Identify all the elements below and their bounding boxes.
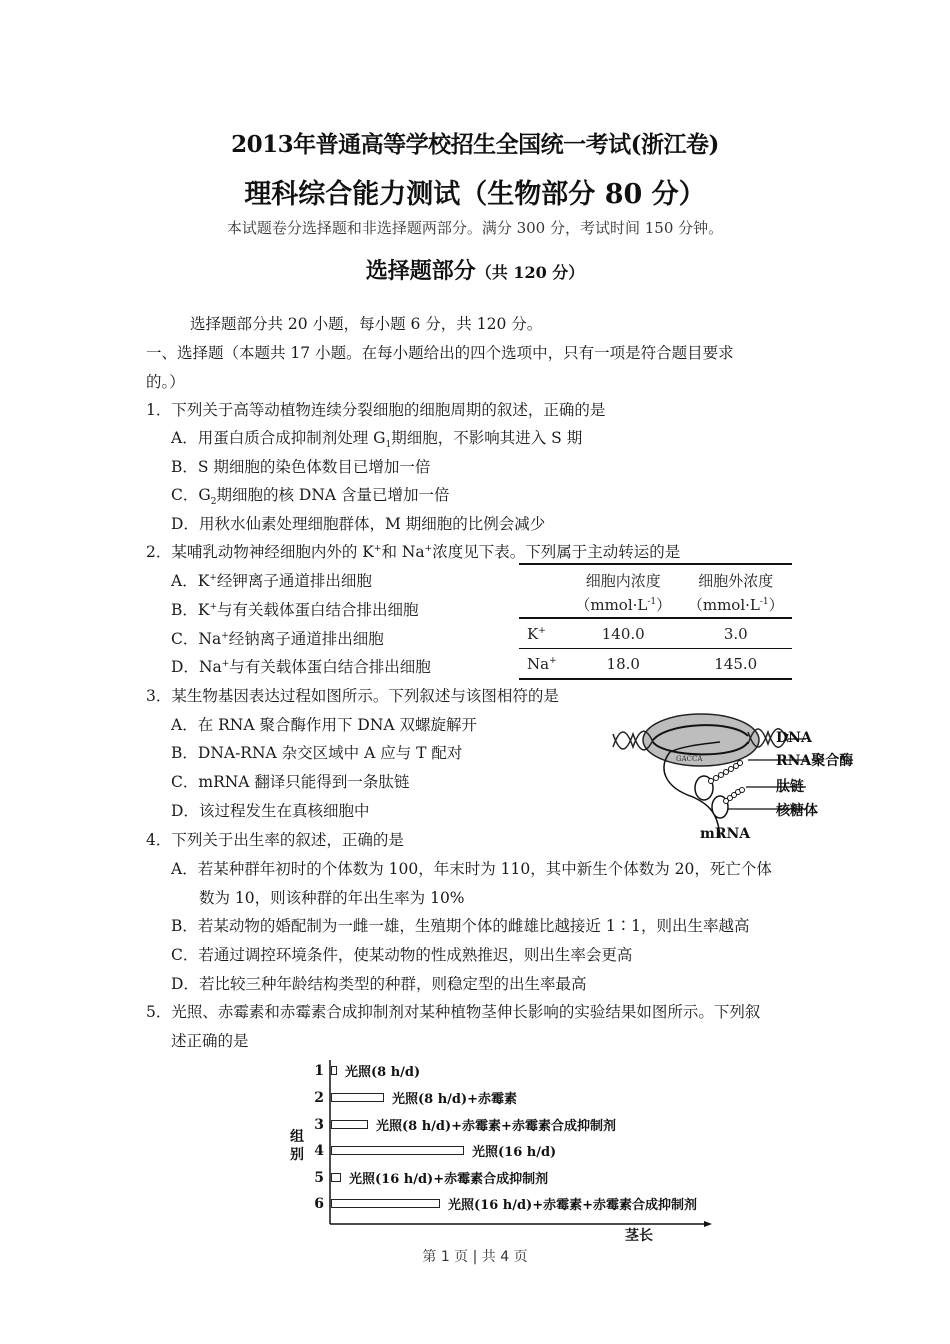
superscript: +	[221, 630, 229, 641]
option-text: 与有关载体蛋白结合排出细胞	[217, 601, 419, 619]
question-stem: 下列关于高等动植物连续分裂细胞的细胞周期的叙述，正确的是	[171, 401, 606, 419]
table-unit-empty	[519, 591, 567, 618]
ion: K	[197, 601, 210, 619]
y-tick-label: 5	[314, 1170, 324, 1186]
bar-label: 光照(8 h/d)+赤霉素+赤霉素合成抑制剂	[376, 1119, 616, 1134]
option-label: D．	[171, 515, 199, 533]
svg-text:GACCA: GACCA	[676, 755, 703, 763]
y-tick-label: 2	[314, 1090, 324, 1106]
q3-option-a	[171, 713, 477, 735]
q2-option-c	[171, 627, 384, 649]
q2-option-b	[171, 598, 419, 620]
table-cell-ion: K+	[519, 618, 567, 649]
option-text: 用蛋白质合成抑制剂处理 G	[197, 429, 386, 447]
concentration-table	[519, 563, 792, 680]
option-text: 若某动物的婚配制为一雌一雄，生殖期个体的雌雄比越接近 1∶1，则出生率越高	[197, 917, 750, 935]
option-label: D．	[171, 802, 199, 820]
option-label: B．	[171, 601, 198, 619]
question-4	[146, 828, 404, 850]
option-text: 若通过调控环境条件，使某动物的性成熟推迟，则出生率会更高	[198, 946, 633, 964]
y-tick-label: 1	[314, 1063, 324, 1079]
question-number: 3．	[146, 687, 172, 705]
stem-length-bar-chart	[280, 1058, 730, 1243]
option-label: A．	[171, 716, 198, 734]
table-header-inside: 细胞内浓度	[585, 571, 661, 590]
q2-option-d	[171, 655, 431, 677]
option-label: A．	[171, 572, 198, 590]
q4-option-c	[171, 943, 632, 965]
q4-option-a-cont: 数为 10，则该种群的年出生率为 10%	[199, 889, 465, 907]
bar-label: 光照(16 h/d)	[472, 1145, 557, 1160]
bar-label: 光照(16 h/d)+赤霉素+赤霉素合成抑制剂	[448, 1198, 697, 1213]
subject-title: 理科综合能力测试（生物部分 80 分）	[244, 179, 706, 210]
bar-group-3	[331, 1120, 368, 1129]
table-cell-outside: 145.0	[714, 654, 758, 673]
y-tick-label: 6	[314, 1196, 324, 1212]
superscript: +	[373, 543, 382, 554]
ion: Na	[198, 658, 222, 676]
table-cell-inside: 140.0	[567, 618, 680, 649]
y-axis-label: 组别	[290, 1129, 304, 1163]
bar-group-2	[331, 1093, 384, 1102]
section-note: 选择题部分共 20 小题，每小题 6 分，共 120 分。	[190, 315, 543, 333]
gene-expression-diagram	[608, 712, 858, 847]
subscript: 2	[210, 497, 217, 508]
y-tick-label: 4	[314, 1143, 324, 1159]
table-header-outside: 细胞外浓度	[698, 571, 774, 590]
q1-option-a	[171, 426, 582, 450]
option-text: 期细胞的核 DNA 含量已增加一倍	[216, 486, 450, 504]
option-label: B．	[171, 458, 198, 476]
exam-title: 2013年普通高等学校招生全国统一考试(浙江卷)	[231, 131, 719, 158]
table-cell-inside: 18.0	[606, 654, 640, 673]
y-tick-label: 3	[314, 1117, 324, 1133]
option-text: 经钠离子通道排出细胞	[228, 630, 384, 648]
table-row	[519, 618, 792, 649]
option-label: C．	[171, 630, 199, 648]
option-text: 若某种群年初时的个体数为 100，年末时为 110，其中新生个体数为 20，死亡个体	[197, 860, 772, 878]
question-5-cont: 述正确的是	[171, 1032, 249, 1050]
question-stem: 某哺乳动物神经细胞内外的 K	[171, 543, 374, 561]
label-ribosome: 核糖体	[776, 803, 818, 819]
option-text: 期细胞，不影响其进入 S 期	[391, 429, 583, 447]
superscript: +	[209, 601, 218, 612]
option-text: G	[198, 486, 211, 504]
label-peptide: 肽链	[776, 779, 804, 795]
table-cell-ion: Na+	[527, 654, 557, 673]
option-text: S 期细胞的染色体数目已增加一倍	[197, 458, 431, 476]
option-label: C．	[171, 486, 199, 504]
option-text: 与有关载体蛋白结合排出细胞	[229, 658, 431, 676]
bar-label: 光照(16 h/d)+赤霉素合成抑制剂	[349, 1172, 549, 1187]
table-header-ion	[519, 564, 567, 591]
option-label: C．	[171, 946, 199, 964]
option-text: DNA-RNA 杂交区域中 A 应与 T 配对	[197, 744, 463, 762]
option-label: A．	[171, 429, 198, 447]
option-text: 该过程发生在真核细胞中	[198, 802, 370, 820]
part-heading: 一、选择题（本题共 17 小题。在每小题给出的四个选项中，只有一项是符合题目要求	[146, 344, 734, 362]
bar-label: 光照(8 h/d)+赤霉素	[392, 1092, 518, 1107]
section-title-text: 选择题部分	[365, 258, 476, 284]
question-number: 5．	[146, 1003, 172, 1021]
table-unit-inside: $(mmol\cdot L^{-1})$	[567, 591, 680, 618]
table-unit-outside: $(mmol\cdot L^{-1})$	[680, 591, 793, 618]
question-stem: 光照、赤霉素和赤霉素合成抑制剂对某种植物茎伸长影响的实验结果如图所示。下列叙	[171, 1003, 761, 1021]
q4-option-a	[171, 857, 772, 879]
question-number: 4．	[146, 831, 172, 849]
subscript: 1	[385, 440, 392, 451]
section-title	[0, 254, 950, 285]
q3-option-b	[171, 741, 462, 763]
bar-label: 光照(8 h/d)	[345, 1065, 421, 1080]
ion: Na	[198, 630, 222, 648]
option-label: C．	[171, 773, 199, 791]
option-label: B．	[171, 744, 198, 762]
x-axis-label: 茎长	[625, 1228, 653, 1244]
superscript: +	[209, 572, 217, 583]
question-stem: 某生物基因表达过程如图所示。下列叙述与该图相符的是	[171, 687, 559, 705]
bar-group-6	[331, 1199, 440, 1208]
option-text: 经钾离子通道排出细胞	[216, 572, 372, 590]
q2-option-a	[171, 569, 372, 591]
q1-option-d	[171, 512, 545, 534]
question-3	[146, 684, 559, 706]
ion: K	[197, 572, 210, 590]
option-label: D．	[171, 975, 199, 993]
table-cell-outside: 3.0	[680, 618, 793, 649]
part-heading-cont: 的。）	[146, 373, 185, 391]
q3-option-c	[171, 770, 409, 792]
question-stem: 和 Na	[381, 543, 425, 561]
option-text: 用秋水仙素处理细胞群体，M 期细胞的比例会减少	[198, 515, 546, 533]
question-5	[146, 1000, 760, 1022]
option-text: 在 RNA 聚合酶作用下 DNA 双螺旋解开	[197, 716, 478, 734]
page-footer: 第 1 页 | 共 4 页	[422, 1249, 528, 1265]
q3-option-d	[171, 799, 369, 821]
question-stem: 浓度见下表。下列属于主动转运的是	[432, 543, 681, 561]
label-mrna: mRNA	[700, 826, 751, 842]
bar-group-5	[331, 1173, 341, 1182]
question-1	[146, 398, 605, 420]
section-points: （共 120 分）	[475, 263, 585, 282]
table-row	[519, 649, 792, 680]
option-label: D．	[171, 658, 199, 676]
question-number: 1．	[146, 401, 172, 419]
question-stem: 下列关于出生率的叙述，正确的是	[171, 831, 404, 849]
option-text: mRNA 翻译只能得到一条肽链	[198, 773, 410, 791]
q1-option-b	[171, 455, 430, 477]
q4-option-b	[171, 914, 750, 936]
q1-option-c	[171, 483, 450, 507]
option-label: B．	[171, 917, 198, 935]
superscript: +	[424, 543, 433, 554]
superscript: +	[221, 658, 230, 669]
option-label: A．	[171, 860, 198, 878]
q4-option-d	[171, 972, 586, 994]
exam-intro: 本试题卷分选择题和非选择题两部分。满分 300 分，考试时间 150 分钟。	[226, 219, 724, 237]
question-number: 2．	[146, 543, 172, 561]
question-2	[146, 540, 680, 562]
label-rna-polymerase: RNA聚合酶	[776, 753, 854, 769]
option-text: 若比较三种年龄结构类型的种群，则稳定型的出生率最高	[198, 975, 587, 993]
label-dna: DNA	[776, 730, 812, 746]
bar-group-4	[331, 1146, 464, 1155]
bar-group-1	[331, 1066, 337, 1075]
